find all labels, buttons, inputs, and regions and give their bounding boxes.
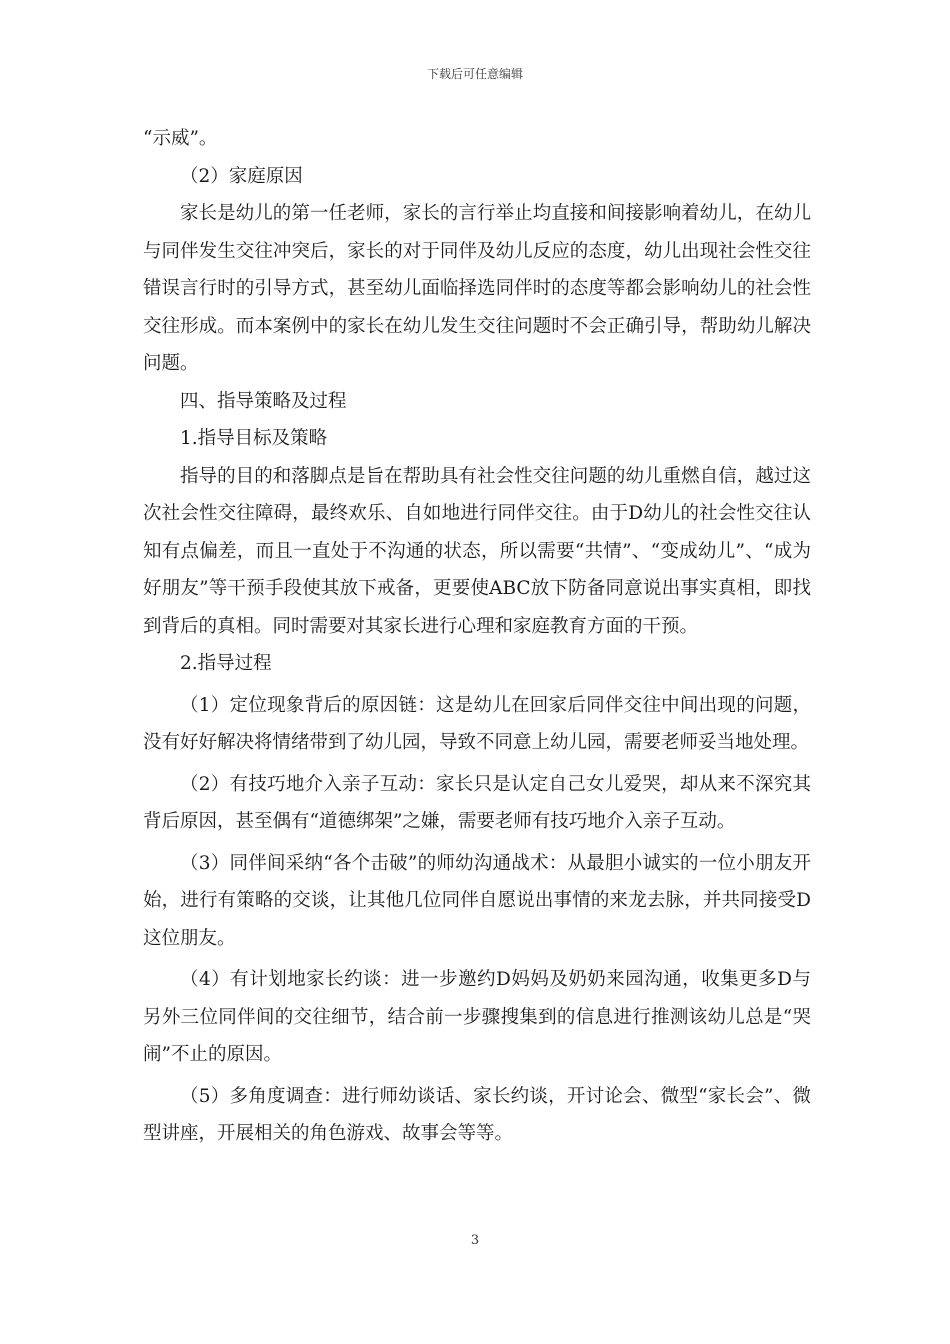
paragraph-1: “示威”。 (143, 128, 218, 149)
page-header: 下载后可任意编辑 (426, 67, 523, 81)
document-body (143, 120, 811, 1153)
paragraph-8: （1）定位现象背后的原因链：这是幼儿在回家后同伴交往中间出现的问题，没有好好解决将情绪带到了幼儿园，导致不同意上幼儿园，需要老师妥当地处理。 (143, 694, 811, 753)
paragraph-6: 指导的目的和落脚点是旨在帮助具有社会性交往问题的幼儿重燃自信，越过这次社会性交往障碍，最终欢乐、自如地进行同伴交往。由于D幼儿的社会性交往认知有点偏差，而且一直处于不沟通的状态，所以需要“共情”、“变成幼儿”、“成为好朋友”等干预手段使其放下戒备，更要使ABC放下防备同意说出事实真相，即找到背后的真相。同时需要对其家长进行心理和家庭教育方面的干预。 (143, 465, 811, 637)
page-number: 3 (470, 1233, 480, 1248)
section-heading-4: 四、指导策略及过程 (180, 390, 347, 412)
paragraph-10: （3）同伴间采纳“各个击破”的师幼沟通战术：从最胆小诚实的一位小朋友开始，进行有策略的交谈，让其他几位同伴自愿说出事情的来龙去脉，并共同接受D这位朋友。 (143, 852, 811, 949)
subsection-heading-2: 2.指导过程 (180, 653, 272, 674)
paragraph-11: （4）有计划地家长约谈：进一步邀约D妈妈及奶奶来园沟通，收集更多D与另外三位同伴间的交往细节，结合前一步骤搜集到的信息进行推测该幼儿总是“哭闹”不止的原因。 (143, 969, 811, 1065)
paragraph-2: （2）家庭原因 (180, 165, 303, 187)
paragraph-12: （5）多角度调查：进行师幼谈话、家长约谈，开讨论会、微型“家长会”、微型讲座，开展相关的角色游戏、故事会等等。 (143, 1085, 811, 1144)
paragraph-3: 家长是幼儿的第一任老师，家长的言行举止均直接和间接影响着幼儿，在幼儿与同伴发生交往冲突后，家长的对于同伴及幼儿反应的态度，幼儿出现社会性交往错误言行时的引导方式，甚至幼儿面临择选同伴时的态度等都会影响幼儿的社会性交往形成。而本案例中的家长在幼儿发生交往问题时不会正确引导，帮助幼儿解决问题。 (143, 203, 811, 374)
subsection-heading-1: 1.指导目标及策略 (180, 428, 328, 449)
paragraph-9: （2）有技巧地介入亲子互动：家长只是认定自己女儿爱哭，却从来不深究其背后原因，甚至偶有“道德绑架”之嫌，需要老师有技巧地介入亲子互动。 (143, 773, 811, 832)
